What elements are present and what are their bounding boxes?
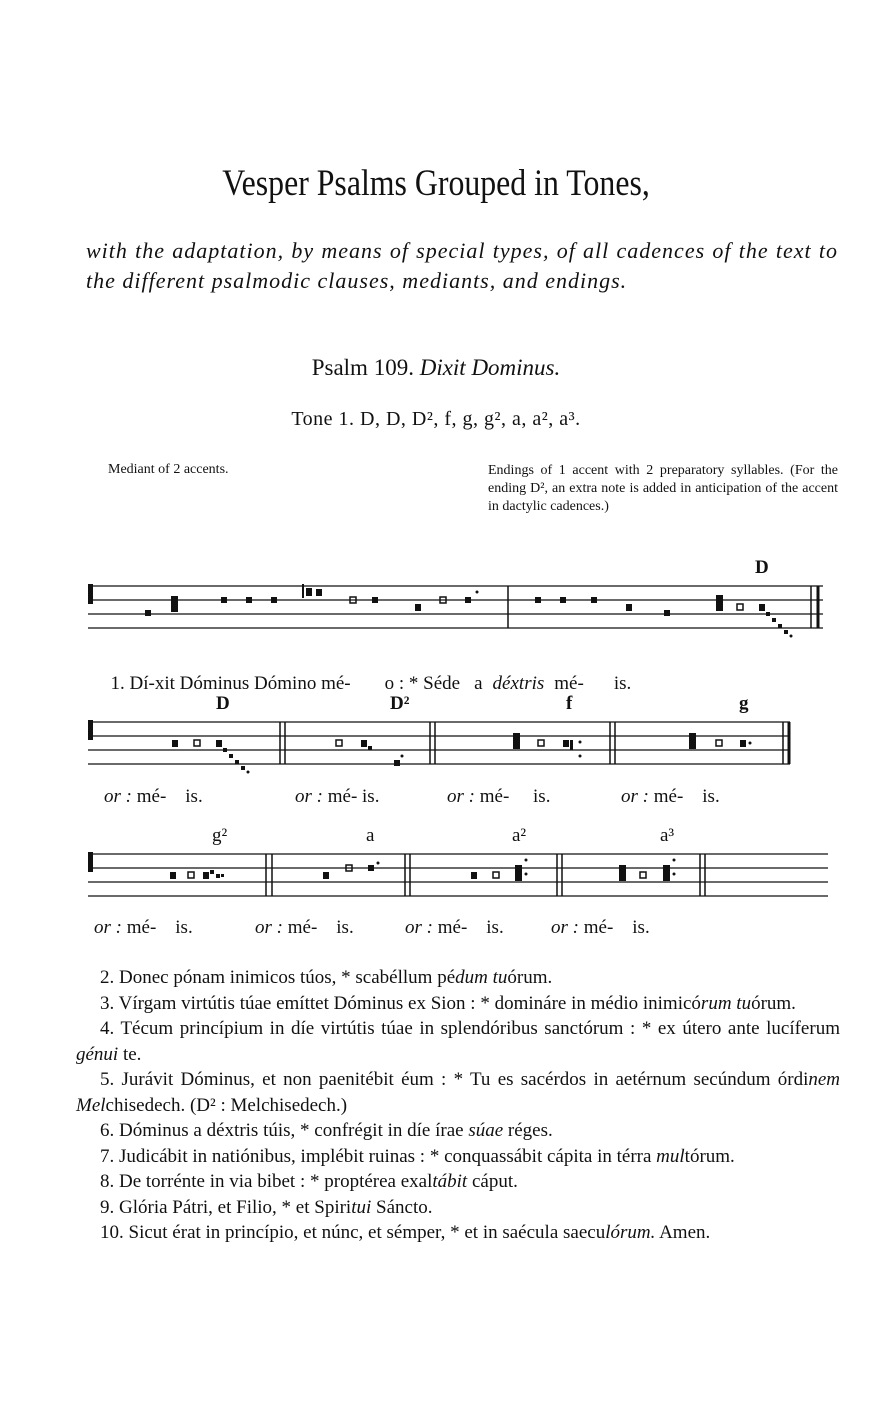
verse-4: 4. Técum princípium in díe virtútis túae in splendóribus sanctórum : * ex útero ante lucíferum génui te. [76,1018,840,1065]
staff3-lyric-1: or : mé- is. [94,917,193,938]
staff3-lyric-2: or : mé- is. [255,917,354,938]
staff1-lyric: 1. Dí-xit Dóminus Dómino mé- o : * Séde a déxtris mé- is. [110,673,632,694]
staff2-label-d: D [216,693,230,714]
staff2-label-d2: D² [390,693,410,714]
staff2-label-f: f [566,693,573,714]
psalm-heading [0,355,872,381]
tone-heading: Tone 1. D, D, D², f, g, g², a, a², a³. [291,408,581,430]
page-title: Vesper Psalms Grouped in Tones, [222,163,650,204]
verse-7: 7. Judicábit in natiónibus, implébit ruinas : * conquassábit cápita in térra multórum. [100,1145,735,1167]
staff2-lyric-1: or : mé- is. [104,786,203,807]
verse-6: 6. Dóminus a déxtris túis, * confrégit in díe írae súae réges. [100,1120,553,1141]
verse-10: 10. Sicut érat in princípio, et núnc, et sémper, * et in saécula saeculórum. Amen. [100,1222,711,1243]
mediant-note: Mediant of 2 accents. [108,462,229,477]
verse-8: 8. De torrénte in via bibet : * proptérea exaltábit cáput. [100,1171,518,1192]
endings-note: Endings of 1 accent with 2 preparatory syllables. (For the ending D², an extra note is added in anticipation of the accent in dactylic cadences.) [488,463,838,514]
psalm-label: Psalm 109. [311,355,414,380]
clef [88,584,93,604]
staff-1 [88,578,828,640]
staff-3 [88,846,828,908]
verse-9: 9. Glória Pátri, et Filio, * et Spiritui Sáncto. [100,1196,433,1218]
staff3-label-a2: a² [512,825,527,846]
psalm-name: Dixit Dominus. [419,355,561,380]
verse-list [76,965,840,1246]
staff3-label-g2: g² [212,825,228,846]
staff2-lyric-2: or : mé- is. [295,786,380,807]
staff2-label-g: g [739,693,749,714]
staff-2 [88,714,828,776]
staff3-lyric-4: or : mé- is. [551,917,650,938]
staff1-label-d: D [755,557,769,578]
staff3-label-a: a [366,825,375,846]
staff2-lyric-3: or : mé- is. [447,786,551,807]
staff3-lyric-3: or : mé- is. [405,917,504,938]
verse-5: 5. Jurávit Dóminus, et non paenitébit éum : * Tu es sacérdos in aetérnum secúndum órdinem Melchisedech. (D² : Melchisedech.) [76,1069,840,1116]
staff2-lyric-4: or : mé- is. [621,786,720,807]
verse-2: 2. Donec pónam inimicos túos, * scabéllum pédum tuórum. [100,967,553,988]
staff3-label-a3: a³ [660,825,675,846]
page-subtitle: with the adaptation, by means of special types, of all cadences of the text to the different psalmodic clauses, mediants, and endings. [86,238,838,293]
verse-3: 3. Vírgam virtútis túae emíttet Dóminus ex Sion : * domináre in médio inimicórum tuórum. [100,992,796,1014]
